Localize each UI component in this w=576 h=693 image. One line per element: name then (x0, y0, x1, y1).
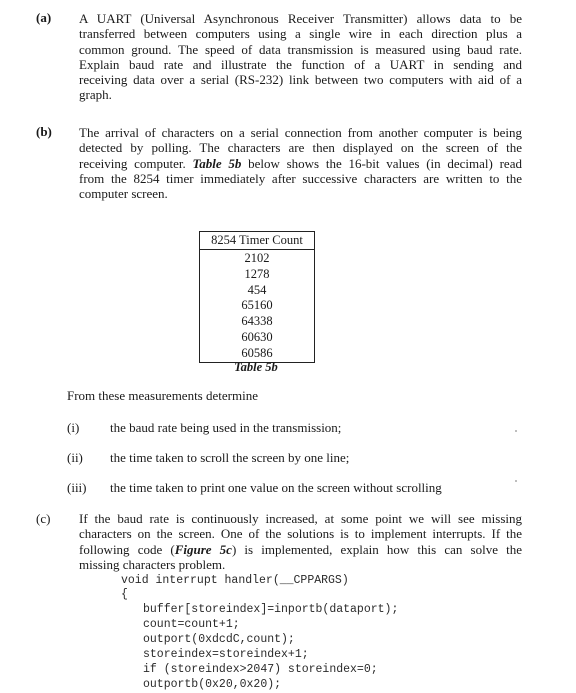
table-caption: Table 5b (234, 360, 278, 374)
table-cell: 1278 (244, 266, 270, 281)
part-c-label: (c) (36, 511, 51, 526)
part-a-line: transferred between computers using a single wire in each direction plus a (79, 26, 522, 42)
part-a-label: (a) (36, 10, 52, 25)
sub-question-label: (ii) (67, 450, 83, 465)
part-b-line: from the 8254 timer immediately after successive characters are written to the (79, 170, 522, 186)
part-c-line (79, 542, 522, 557)
part-a-line: common ground. The speed of data transmission is measured using baud rate. (79, 41, 522, 57)
part-b-line: computer screen. (79, 186, 168, 202)
sub-question-label: (i) (67, 420, 80, 435)
figure-reference: Figure 5c (174, 541, 232, 557)
scan-speck (515, 430, 517, 432)
table-cell: 60630 (241, 329, 273, 344)
code-line: buffer[storeindex]=inportb(dataport); (143, 603, 399, 616)
part-c-text (79, 511, 522, 572)
part-b-line (79, 156, 522, 171)
code-line: storeindex=storeindex+1; (143, 648, 309, 661)
sub-question-label: (iii) (67, 480, 87, 495)
determine-text: From these measurements determine (67, 388, 258, 403)
table-cell: 454 (247, 282, 267, 297)
scan-speck (515, 480, 517, 482)
code-line: outport(0xdcdC,count); (143, 633, 295, 646)
part-b-line3-pre: receiving computer. (79, 155, 193, 171)
timer-count-table (199, 231, 315, 363)
sub-question-text: the time taken to scroll the screen by one line; (110, 450, 350, 465)
table-cell: 65160 (241, 298, 273, 313)
part-a-line: Explain baud rate and illustrate the function of a UART in sending and (79, 56, 522, 72)
table-header: 8254 Timer Count (200, 232, 314, 250)
code-line: outportb(0x20,0x20); (143, 678, 282, 691)
part-a-line: A UART (Universal Asynchronous Receiver Transmitter) allows data to be (79, 11, 522, 26)
code-line: if (storeindex>2047) storeindex=0; (143, 663, 378, 676)
part-b-line: The arrival of characters on a serial connection from another computer is being (79, 125, 522, 140)
part-c-line: If the baud rate is continuously increased, at some point we will see missing (79, 511, 522, 526)
part-b-label: (b) (36, 124, 52, 139)
part-a-line: receiving data over a serial (RS-232) link between two computers with aid of a (79, 72, 522, 88)
sub-question-text: the time taken to print one value on the screen without scrolling (110, 480, 442, 495)
part-c-line3-pre: following code ( (79, 541, 175, 557)
part-c-line3-post: ) is implemented, explain how this can solve the (231, 541, 522, 557)
part-b-line3-post: below shows the 16-bit values (in decimal) read (241, 155, 522, 171)
table-cell: 2102 (244, 251, 270, 265)
code-line: count=count+1; (143, 618, 240, 631)
code-header: void interrupt handler(__CPPARGS) (121, 574, 349, 587)
part-c-line: missing characters problem. (79, 556, 226, 572)
table-cell: 60586 (241, 345, 273, 360)
table-reference: Table 5b (192, 155, 242, 171)
part-c-line: characters on the screen. One of the solutions is to implement interrupts. If the (79, 526, 522, 542)
code-brace: { (121, 588, 128, 601)
part-a-text (79, 11, 522, 103)
part-b-line: detected by polling. The characters are then displayed on the screen of the (79, 140, 522, 156)
table-cell: 64338 (241, 314, 273, 329)
part-a-line: graph. (79, 87, 112, 103)
part-b-text (79, 125, 522, 201)
sub-question-text: the baud rate being used in the transmission; (110, 420, 342, 435)
